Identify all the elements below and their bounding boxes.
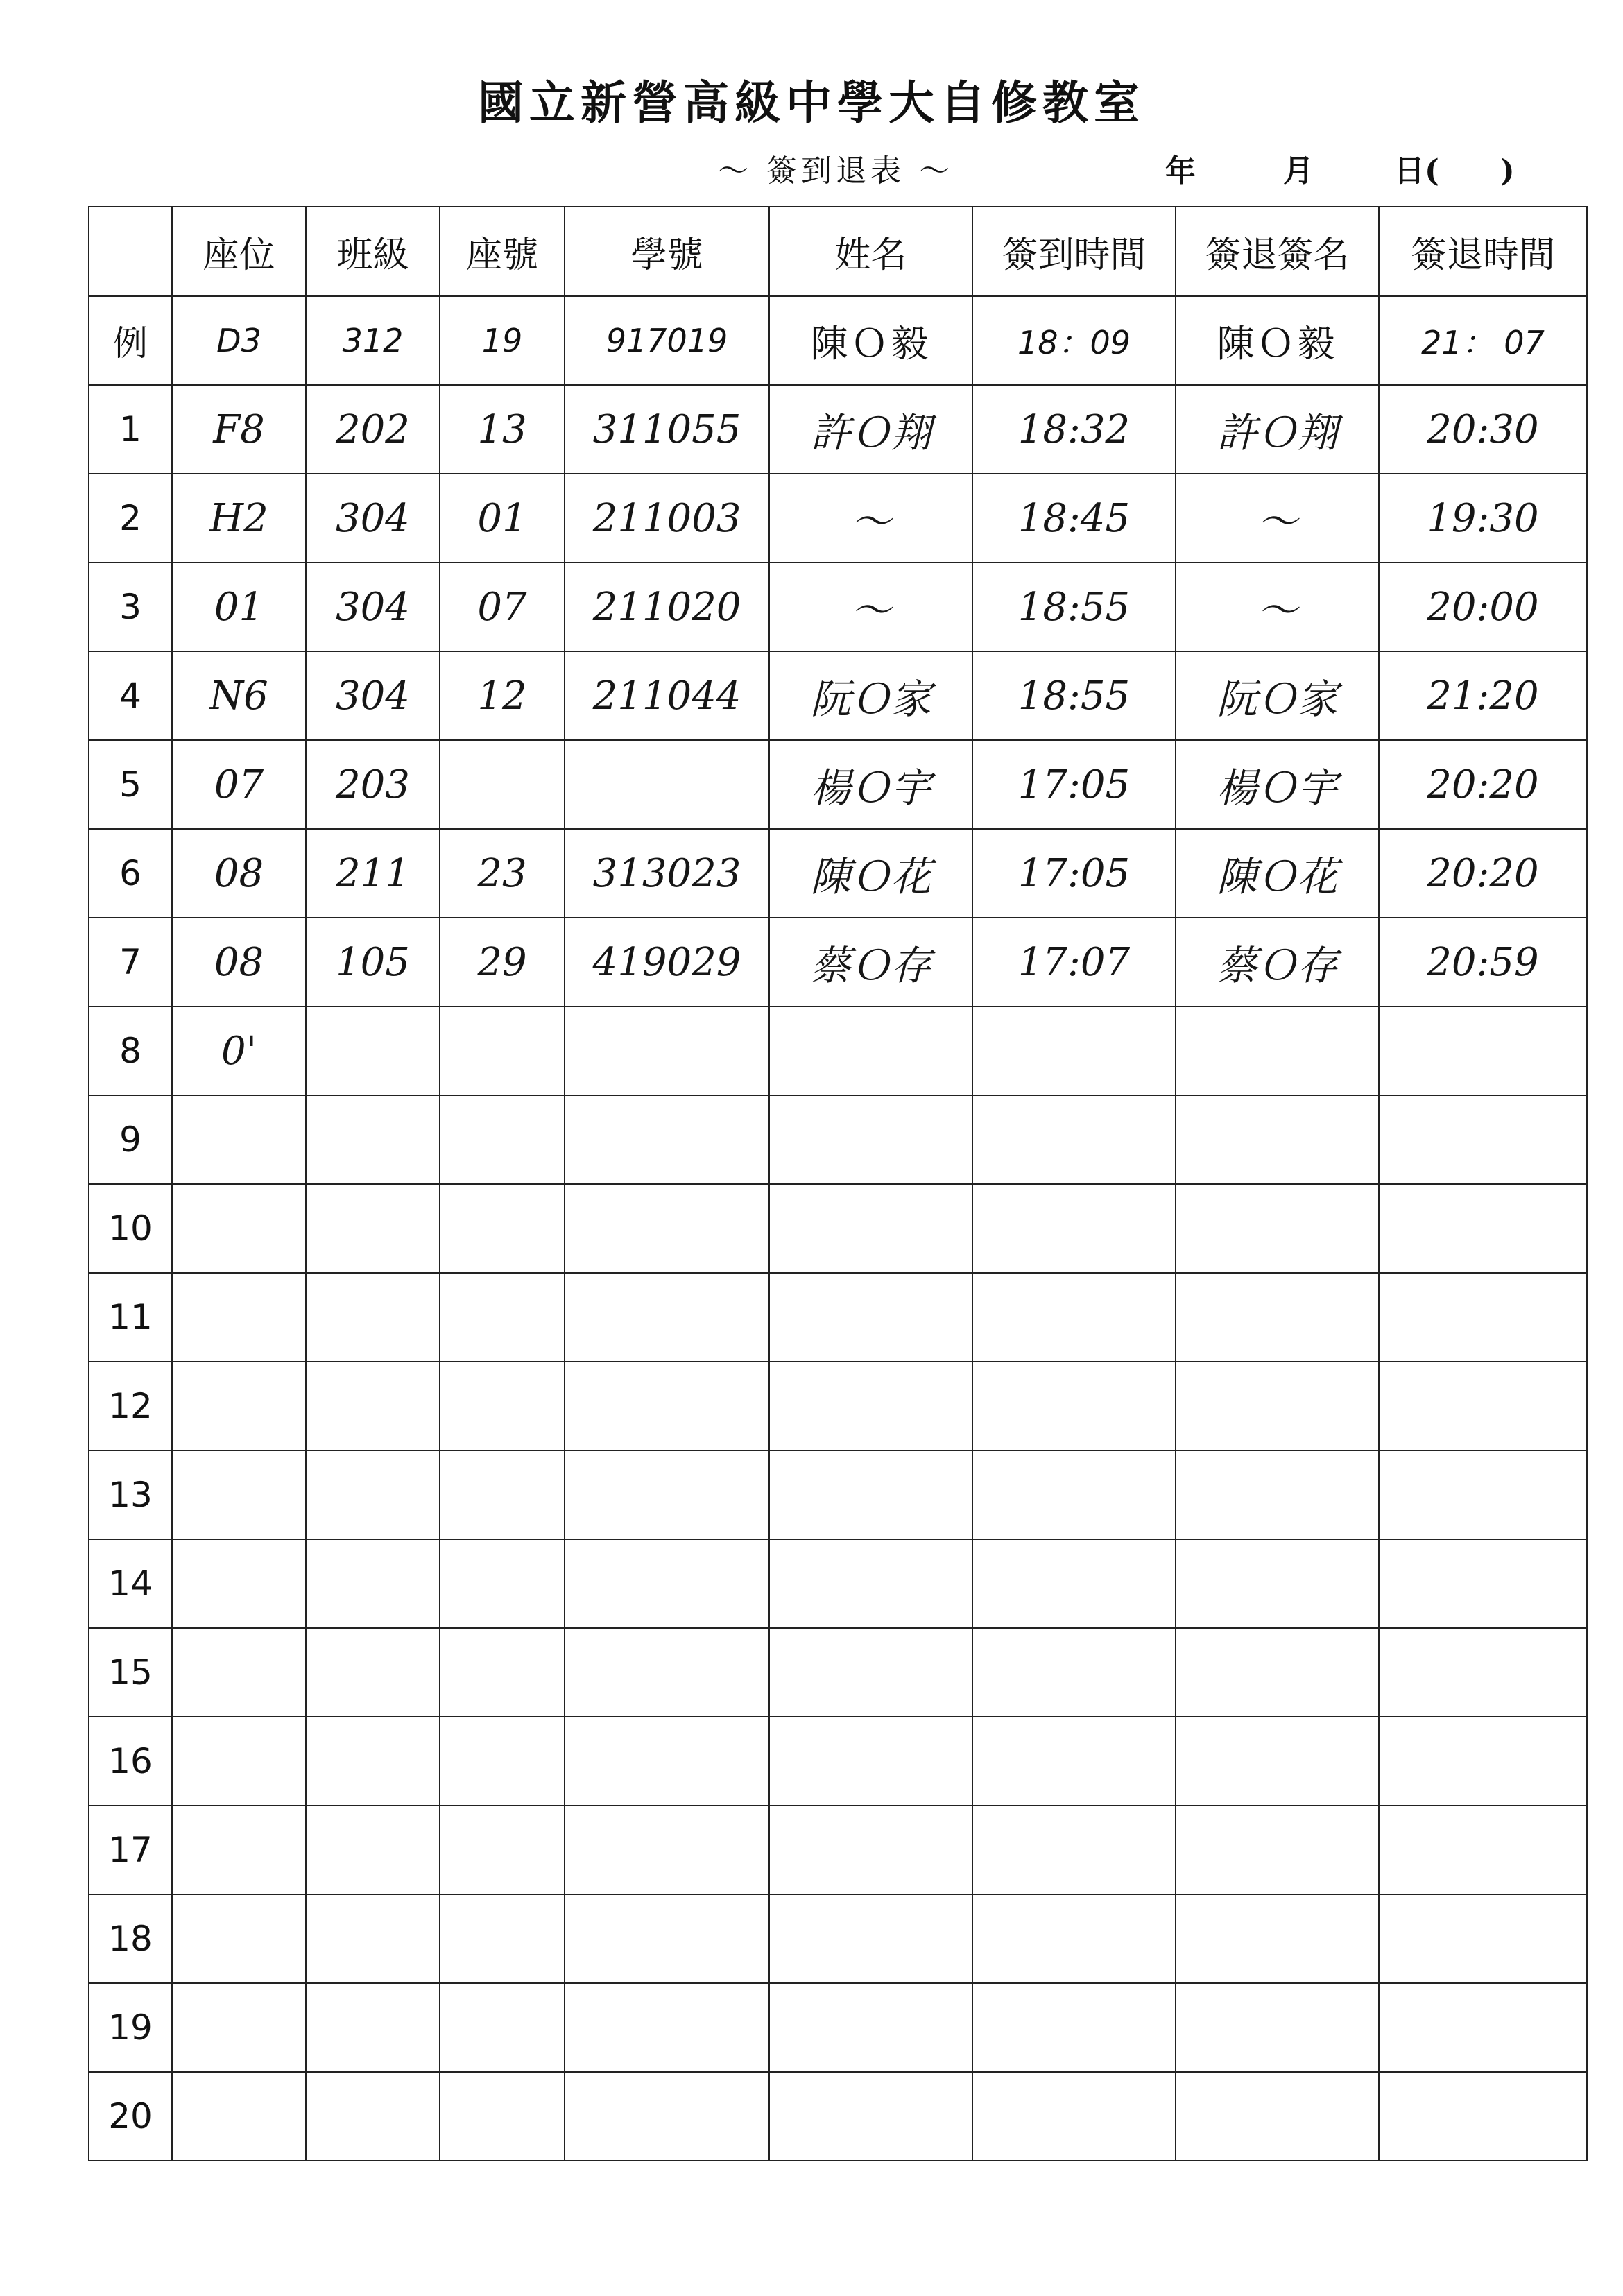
student-id-cell: 419029	[565, 918, 769, 1006]
sign-in-time-cell: 17:05	[972, 829, 1176, 918]
row-number: 2	[89, 474, 172, 563]
name-cell	[769, 1983, 972, 2072]
seat-no-cell	[440, 1362, 565, 1450]
name-cell	[769, 1894, 972, 1983]
sign-out-time-cell	[1379, 1894, 1587, 1983]
row-number: 10	[89, 1184, 172, 1273]
sign-out-time-cell	[1379, 1362, 1587, 1450]
row-number: 7	[89, 918, 172, 1006]
table-row	[89, 1184, 1587, 1273]
sign-in-time-cell	[972, 1539, 1176, 1628]
row-number: 11	[89, 1273, 172, 1362]
seat-cell: 01	[172, 563, 306, 651]
seat-cell	[172, 1717, 306, 1806]
class-cell	[306, 1095, 440, 1184]
name-cell	[769, 1095, 972, 1184]
col-header-sign-out-name: 簽退簽名	[1176, 207, 1379, 296]
sign-in-time-cell: 18:55	[972, 651, 1176, 740]
sign-out-time-cell: 20:00	[1379, 563, 1587, 651]
table-row	[89, 1450, 1587, 1539]
row-number: 18	[89, 1894, 172, 1983]
example-sign-in-time: 18：09	[972, 296, 1176, 385]
seat-cell: F8	[172, 385, 306, 474]
name-cell	[769, 1006, 972, 1095]
row-number: 15	[89, 1628, 172, 1717]
table-row	[89, 1806, 1587, 1894]
sign-out-time-cell	[1379, 1806, 1587, 1894]
sign-out-name-cell	[1176, 1450, 1379, 1539]
name-cell	[769, 2072, 972, 2161]
seat-cell: H2	[172, 474, 306, 563]
class-cell: 203	[306, 740, 440, 829]
student-id-cell: 211044	[565, 651, 769, 740]
name-cell	[769, 1184, 972, 1273]
row-number: 1	[89, 385, 172, 474]
col-header-name: 姓名	[769, 207, 972, 296]
student-id-cell: 313023	[565, 829, 769, 918]
table-row	[89, 563, 1587, 651]
table-row	[89, 1717, 1587, 1806]
sign-out-name-cell	[1176, 1362, 1379, 1450]
sign-in-time-cell	[972, 2072, 1176, 2161]
student-id-cell	[565, 1894, 769, 1983]
seat-no-cell	[440, 2072, 565, 2161]
class-cell	[306, 1273, 440, 1362]
name-cell	[769, 1362, 972, 1450]
seat-cell	[172, 1450, 306, 1539]
name-cell	[769, 1806, 972, 1894]
class-cell	[306, 1184, 440, 1273]
row-number: 5	[89, 740, 172, 829]
seat-no-cell	[440, 1095, 565, 1184]
class-cell: 304	[306, 563, 440, 651]
row-number: 6	[89, 829, 172, 918]
col-header-seat: 座位	[172, 207, 306, 296]
col-header-student-id: 學號	[565, 207, 769, 296]
sign-out-name-cell	[1176, 1983, 1379, 2072]
table-row	[89, 1983, 1587, 2072]
sign-out-time-cell: 20:59	[1379, 918, 1587, 1006]
table-row	[89, 651, 1587, 740]
student-id-cell: 311055	[565, 385, 769, 474]
student-id-cell: 211020	[565, 563, 769, 651]
sign-out-name-cell: 蔡Ｏ存	[1176, 918, 1379, 1006]
name-cell: 陳Ｏ花	[769, 829, 972, 918]
col-header-class: 班級	[306, 207, 440, 296]
seat-no-cell	[440, 1806, 565, 1894]
row-number: 17	[89, 1806, 172, 1894]
sign-out-time-cell	[1379, 1006, 1587, 1095]
class-cell	[306, 1983, 440, 2072]
row-number: 13	[89, 1450, 172, 1539]
row-number: 8	[89, 1006, 172, 1095]
sign-out-time-cell: 19:30	[1379, 474, 1587, 563]
col-header-sign-in-time: 簽到時間	[972, 207, 1176, 296]
sign-in-time-cell	[972, 1450, 1176, 1539]
seat-cell	[172, 1539, 306, 1628]
subtitle-row	[0, 146, 1623, 194]
table-row	[89, 829, 1587, 918]
sign-in-time-cell: 18:32	[972, 385, 1176, 474]
class-cell	[306, 1450, 440, 1539]
sign-in-time-cell	[972, 1273, 1176, 1362]
sign-out-name-cell	[1176, 2072, 1379, 2161]
class-cell: 105	[306, 918, 440, 1006]
table-row	[89, 740, 1587, 829]
sign-out-name-cell	[1176, 1539, 1379, 1628]
seat-no-cell: 01	[440, 474, 565, 563]
student-id-cell	[565, 1362, 769, 1450]
date-month-label: 月	[1283, 153, 1314, 189]
sign-out-name-cell	[1176, 1095, 1379, 1184]
example-seat-no: 19	[440, 296, 565, 385]
name-cell	[769, 1273, 972, 1362]
student-id-cell	[565, 1717, 769, 1806]
name-cell	[769, 1717, 972, 1806]
sign-out-time-cell	[1379, 1983, 1587, 2072]
table-row	[89, 1273, 1587, 1362]
sign-out-time-cell	[1379, 2072, 1587, 2161]
seat-no-cell	[440, 740, 565, 829]
sign-in-time-cell: 17:07	[972, 918, 1176, 1006]
example-label: 例	[89, 296, 172, 385]
sign-out-name-cell	[1176, 1717, 1379, 1806]
example-seat: D3	[172, 296, 306, 385]
sign-in-time-cell	[972, 1184, 1176, 1273]
table-row	[89, 1539, 1587, 1628]
name-cell: 許Ｏ翔	[769, 385, 972, 474]
row-number: 9	[89, 1095, 172, 1184]
sign-in-out-table	[88, 206, 1588, 2161]
student-id-cell	[565, 1628, 769, 1717]
table-row	[89, 1006, 1587, 1095]
student-id-cell	[565, 1539, 769, 1628]
seat-cell: 0'	[172, 1006, 306, 1095]
table-row	[89, 1628, 1587, 1717]
sign-out-name-cell	[1176, 1184, 1379, 1273]
sign-in-time-cell	[972, 1717, 1176, 1806]
name-cell: ～	[769, 474, 972, 563]
name-cell: 阮Ｏ家	[769, 651, 972, 740]
seat-no-cell	[440, 1273, 565, 1362]
sign-out-name-cell: ～	[1176, 474, 1379, 563]
name-cell: 楊Ｏ宇	[769, 740, 972, 829]
row-number: 3	[89, 563, 172, 651]
sign-in-time-cell	[972, 1006, 1176, 1095]
seat-no-cell	[440, 1184, 565, 1273]
seat-cell	[172, 1273, 306, 1362]
sign-out-name-cell: 阮Ｏ家	[1176, 651, 1379, 740]
row-number: 16	[89, 1717, 172, 1806]
table-row	[89, 1362, 1587, 1450]
sign-in-time-cell	[972, 1983, 1176, 2072]
class-cell	[306, 1628, 440, 1717]
seat-no-cell	[440, 1539, 565, 1628]
sign-out-name-cell: 楊Ｏ宇	[1176, 740, 1379, 829]
seat-cell	[172, 1983, 306, 2072]
class-cell: 304	[306, 651, 440, 740]
sign-out-time-cell: 20:30	[1379, 385, 1587, 474]
seat-cell	[172, 2072, 306, 2161]
student-id-cell: 211003	[565, 474, 769, 563]
example-name: 陳Ｏ毅	[769, 296, 972, 385]
col-header-seat-no: 座號	[440, 207, 565, 296]
seat-no-cell: 12	[440, 651, 565, 740]
student-id-cell	[565, 1983, 769, 2072]
sign-out-time-cell: 20:20	[1379, 829, 1587, 918]
date-year-label: 年	[1165, 153, 1196, 189]
class-cell: 211	[306, 829, 440, 918]
class-cell	[306, 1539, 440, 1628]
seat-no-cell	[440, 1450, 565, 1539]
row-number: 4	[89, 651, 172, 740]
student-id-cell	[565, 1184, 769, 1273]
sign-out-time-cell	[1379, 1450, 1587, 1539]
table-row	[89, 918, 1587, 1006]
sign-in-time-cell: 17:05	[972, 740, 1176, 829]
sign-out-name-cell	[1176, 1628, 1379, 1717]
table-row	[89, 1095, 1587, 1184]
seat-no-cell	[440, 1983, 565, 2072]
seat-cell	[172, 1362, 306, 1450]
sign-out-time-cell	[1379, 1539, 1587, 1628]
example-sign-out-time: 21： 07	[1379, 296, 1587, 385]
date-day-label: 日( )	[1394, 153, 1515, 189]
row-number: 14	[89, 1539, 172, 1628]
name-cell	[769, 1450, 972, 1539]
example-row	[89, 296, 1587, 385]
table-row	[89, 385, 1587, 474]
seat-cell: 08	[172, 918, 306, 1006]
name-cell	[769, 1628, 972, 1717]
seat-no-cell: 13	[440, 385, 565, 474]
sign-out-name-cell	[1176, 1894, 1379, 1983]
sign-out-time-cell	[1379, 1184, 1587, 1273]
seat-cell	[172, 1184, 306, 1273]
sign-out-time-cell: 21:20	[1379, 651, 1587, 740]
sign-out-name-cell	[1176, 1006, 1379, 1095]
sign-out-time-cell	[1379, 1273, 1587, 1362]
seat-cell: N6	[172, 651, 306, 740]
name-cell: ～	[769, 563, 972, 651]
class-cell	[306, 1362, 440, 1450]
row-number: 12	[89, 1362, 172, 1450]
sign-out-name-cell: 陳Ｏ花	[1176, 829, 1379, 918]
col-header-index	[89, 207, 172, 296]
name-cell: 蔡Ｏ存	[769, 918, 972, 1006]
sign-out-time-cell	[1379, 1095, 1587, 1184]
student-id-cell	[565, 1806, 769, 1894]
class-cell	[306, 2072, 440, 2161]
row-number: 19	[89, 1983, 172, 2072]
page-title: 國立新營高級中學大自修教室	[478, 76, 1145, 130]
seat-no-cell	[440, 1894, 565, 1983]
header-row	[89, 207, 1587, 296]
col-header-sign-out-time: 簽退時間	[1379, 207, 1587, 296]
student-id-cell	[565, 1450, 769, 1539]
table-row	[89, 1894, 1587, 1983]
seat-cell	[172, 1628, 306, 1717]
sign-out-name-cell: 許Ｏ翔	[1176, 385, 1379, 474]
sign-out-time-cell	[1379, 1628, 1587, 1717]
class-cell	[306, 1717, 440, 1806]
sign-in-time-cell: 18:45	[972, 474, 1176, 563]
sign-out-name-cell	[1176, 1273, 1379, 1362]
class-cell	[306, 1006, 440, 1095]
seat-no-cell	[440, 1628, 565, 1717]
seat-cell	[172, 1095, 306, 1184]
sign-in-time-cell	[972, 1894, 1176, 1983]
seat-no-cell	[440, 1006, 565, 1095]
sign-out-time-cell	[1379, 1717, 1587, 1806]
table-row	[89, 2072, 1587, 2161]
seat-no-cell: 07	[440, 563, 565, 651]
seat-no-cell: 29	[440, 918, 565, 1006]
class-cell	[306, 1806, 440, 1894]
row-number: 20	[89, 2072, 172, 2161]
sign-in-time-cell: 18:55	[972, 563, 1176, 651]
class-cell: 202	[306, 385, 440, 474]
seat-cell: 08	[172, 829, 306, 918]
sign-out-name-cell	[1176, 1806, 1379, 1894]
student-id-cell	[565, 740, 769, 829]
student-id-cell	[565, 1273, 769, 1362]
seat-cell: 07	[172, 740, 306, 829]
student-id-cell	[565, 2072, 769, 2161]
sign-in-time-cell	[972, 1095, 1176, 1184]
sign-in-time-cell	[972, 1628, 1176, 1717]
table-row	[89, 474, 1587, 563]
sign-out-name-cell: ～	[1176, 563, 1379, 651]
student-id-cell	[565, 1095, 769, 1184]
sign-out-time-cell: 20:20	[1379, 740, 1587, 829]
sign-in-time-cell	[972, 1362, 1176, 1450]
class-cell: 304	[306, 474, 440, 563]
seat-no-cell	[440, 1717, 565, 1806]
example-student-id: 917019	[565, 296, 769, 385]
seat-no-cell: 23	[440, 829, 565, 918]
seat-cell	[172, 1894, 306, 1983]
form-subtitle: ～ 簽到退表 ～	[718, 153, 954, 189]
class-cell	[306, 1894, 440, 1983]
example-class: 312	[306, 296, 440, 385]
sign-in-time-cell	[972, 1806, 1176, 1894]
seat-cell	[172, 1806, 306, 1894]
name-cell	[769, 1539, 972, 1628]
example-sign-out-name: 陳Ｏ毅	[1176, 296, 1379, 385]
student-id-cell	[565, 1006, 769, 1095]
